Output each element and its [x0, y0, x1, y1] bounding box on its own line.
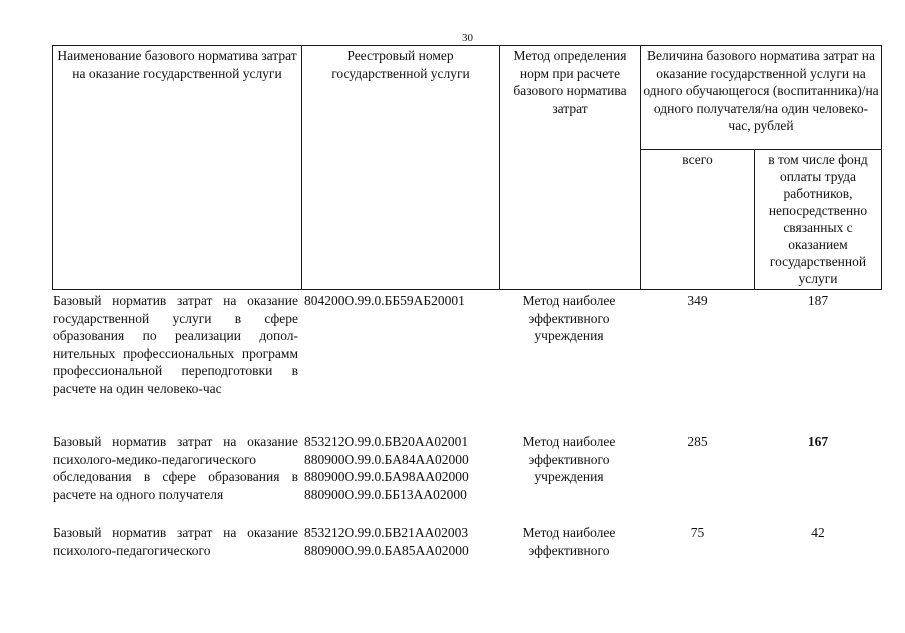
registry-code: 880900О.99.0.БА98АА02000 [304, 469, 469, 484]
registry-code: 880900О.99.0.БА84АА02000 [304, 451, 469, 467]
row-total: 75 [690, 525, 705, 540]
registry-code: 804200О.99.0.ББ59АБ20001 [304, 293, 465, 308]
table-header [52, 45, 882, 290]
row-method: Метод наиболее эффективного учреждения [522, 434, 616, 484]
row-method: Метод наиболее эффективного учреждения [522, 293, 616, 343]
row-method: Метод наиболее эффективного [522, 525, 616, 558]
registry-code: 853212О.99.0.БВ21АА02003 [304, 525, 469, 540]
row-wage: 167 [807, 434, 829, 449]
table-border-subheader [640, 149, 882, 150]
row-total: 285 [687, 434, 708, 449]
row-name: Базовый норматив затрат на оказание психолого-медико-педагогического обследования в сфере образования в расчете на одного получателя [53, 434, 298, 502]
row-codes [304, 433, 499, 503]
row-total: 349 [687, 293, 708, 308]
row-name: Базовый норматив затрат на оказание государственной услуги в сфере образования по реализации допол-нительных профессиональных программ профессиональной переподготовки в расчете на один человеко-час [53, 293, 298, 396]
registry-code: 853212О.99.0.БВ20АА02001 [304, 434, 469, 449]
header-total: всего [682, 152, 713, 167]
row-name: Базовый норматив затрат на оказание психолого-педагогического [53, 525, 298, 558]
table-border-top [52, 45, 882, 46]
row-codes [304, 524, 499, 559]
header-method: Метод определения норм при расчете базового норматива затрат [513, 48, 627, 116]
row-codes [304, 292, 499, 310]
col-divider-6 [881, 45, 882, 290]
row-wage: 187 [807, 293, 829, 308]
table-border-header-bottom [52, 289, 882, 290]
page-number: 30 [462, 32, 473, 44]
header-name: Наименование базового норматива затрат на оказание государственной услуги [57, 48, 297, 81]
registry-code: 880900О.99.0.БА85АА02000 [304, 542, 469, 558]
header-registry: Реестровый номер государственной услуги [331, 48, 470, 81]
header-value: Величина базового норматива затрат на оказание государственной услуги на одного обучающегося (воспитанника)/на одного получателя/на один человеко-час, рублей [643, 48, 879, 133]
registry-code: 880900О.99.0.ББ13АА02000 [304, 486, 467, 502]
row-wage: 42 [811, 525, 825, 540]
header-wage: в том числе фонд оплаты труда работников, непосредственно связанных с оказанием государственной услуги [768, 152, 868, 286]
